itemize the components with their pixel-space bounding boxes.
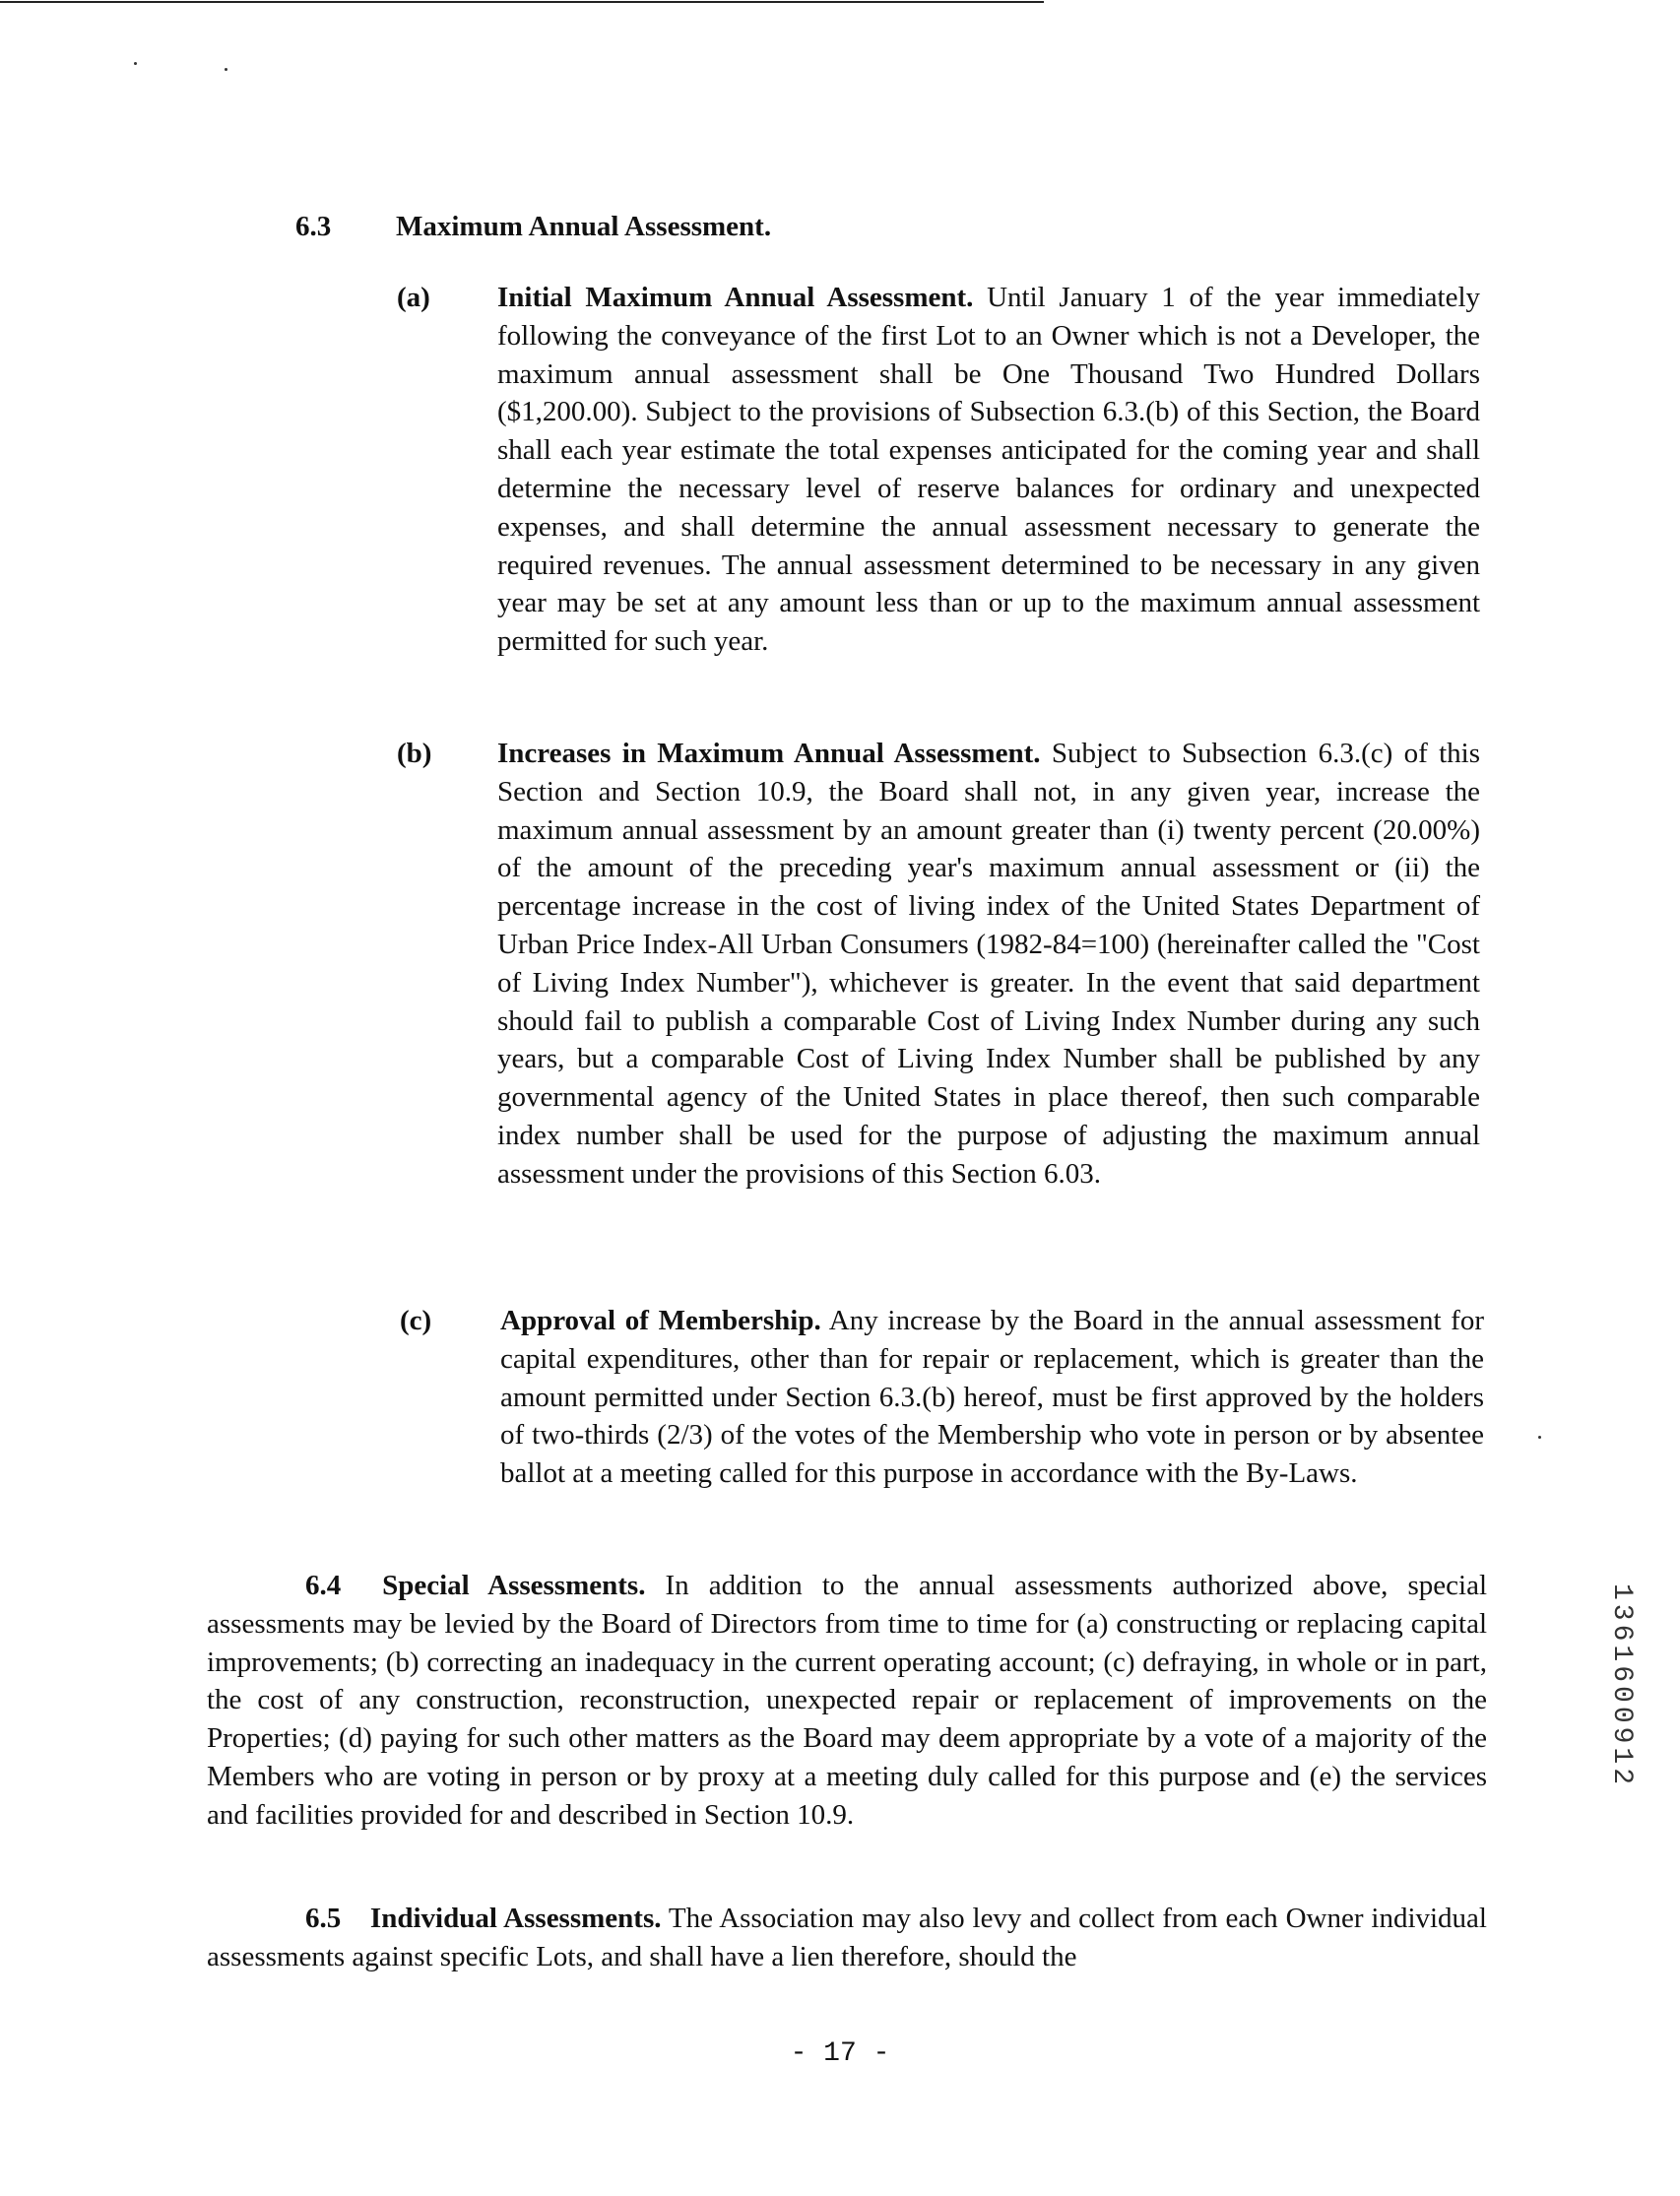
section-text: In addition to the annual assessments authorized above, special assessments may be levied by the Board of Directors from time to time for (a) constructing or replacing capital improvements; (b) correcting an inadequacy in the current operating account; (c) defraying, in whole or in part, the cost of any construction, reconstruction, unexpected repair or replacement of improvements on the Properties; (d) paying for such other matters as the Board may deem appropriate by a vote of a majority of the Members who are voting in person or by proxy at a meeting duly called for this purpose and (e) the services and facilities provided for and described in Section 10.9. [207,1570,1488,1831]
section-title: Individual Assessments. [369,1903,662,1934]
section-title: Special Assessments. [382,1570,646,1601]
section-number: 6.4 [305,1570,342,1601]
subsection-text: Subject to Subsection 6.3.(c) of this Section and Section 10.9, the Board shall not, in any given year, increase the maximum annual assessment by an amount greater than (i) twenty percent (20.00%) of the amount of the preceding year's maximum annual assessment or (ii) the percentage increase in the cost of living index of the United States Department of Urban Price Index-All Urban Consumers (1982-84=100) (hereinafter called the "Cost of Living Index Number"), whichever is greater. In the event that said department should fail to publish a comparable Cost of Living Index Number during any such years, but a comparable Cost of Living Index Number shall be published by any governmental agency of the United States in place thereof, then such comparable index number shall be used for the purpose of adjusting the maximum annual assessment under the provisions of this Section 6.03. [497,738,1480,1190]
section-title: Maximum Annual Assessment. [396,211,772,242]
section-6-5 [207,1900,1487,1976]
section-number: 6.5 [305,1903,342,1934]
subsection-label: (c) [400,1305,432,1336]
section-6-3-heading [295,207,771,246]
subsection-label: (b) [397,738,432,769]
section-text: The Association may also levy and collect from each Owner individual assessments against specific Lots, and shall have a lien therefore, should the [207,1903,1487,1972]
subsection-title: Initial Maximum Annual Assessment. [497,282,974,313]
page-number: - 17 - [790,2038,890,2069]
section-6-4 [207,1567,1487,1835]
subsection-b [397,735,1480,1194]
subsection-text: Until January 1 of the year immediately following the conveyance of the first Lot to an Owner which is not a Developer, the maximum annual assessment shall be One Thousand Two Hundred Dollars ($1,200.00). Subject to the provisions of Subsection 6.3.(b) of this Section, the Board shall each year estimate the total expenses anticipated for the coming year and shall determine the necessary level of reserve balances for ordinary and unexpected expenses, and shall determine the annual assessment necessary to generate the required revenues. The annual assessment determined to be necessary in any given year may be set at any amount less than or up to the maximum annual assessment permitted for such year. [497,282,1481,658]
subsection-c [400,1302,1484,1493]
subsection-a [397,279,1481,661]
subsection-text: Any increase by the Board in the annual assessment for capital expenditures, other than for repair or replacement, which is greater than the amount permitted under Section 6.3.(b) hereof, must be first approved by the holders of two-thirds (2/3) of the votes of the Membership who vote in person or by absentee ballot at a meeting called for this purpose in accordance with the By-Laws. [500,1305,1484,1490]
margin-stamp: 1361600912 [1606,1583,1637,1789]
subsection-label: (a) [397,282,430,313]
section-number: 6.3 [295,211,332,242]
subsection-title: Approval of Membership. [500,1305,821,1336]
subsection-title: Increases in Maximum Annual Assessment. [497,738,1041,769]
